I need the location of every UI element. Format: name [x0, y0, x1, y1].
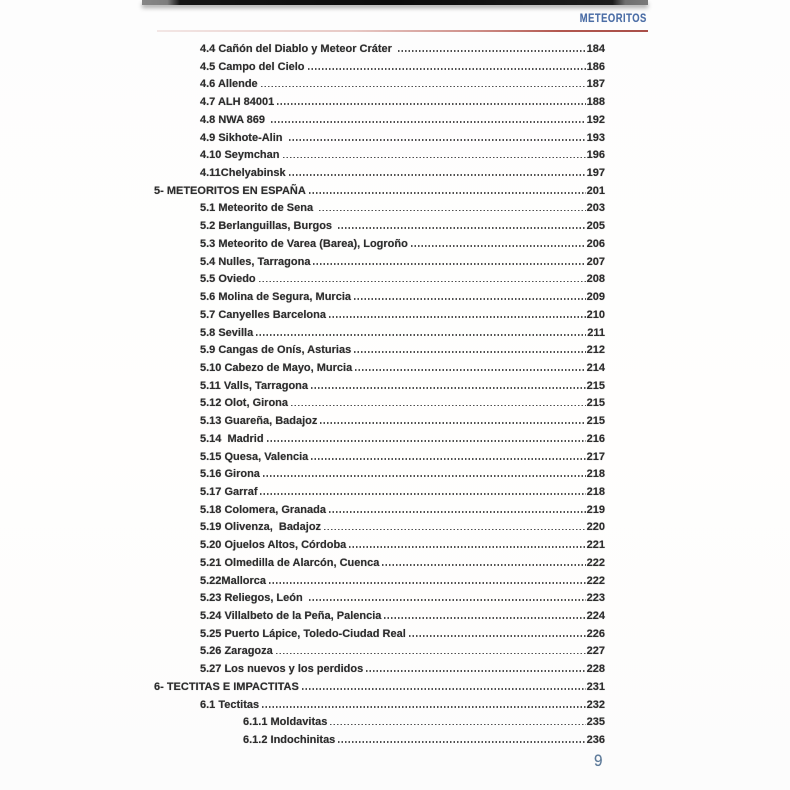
toc-entry-label: 4.10 Seymchan: [200, 149, 280, 162]
toc-entry-page: 218: [586, 468, 605, 481]
toc-row: [154, 271, 605, 289]
toc-entry-page: 217: [586, 450, 605, 463]
toc-entry-label: 5.18 Colomera, Granada: [200, 503, 326, 516]
toc-dot-leader: [256, 334, 586, 336]
toc-row: [154, 466, 605, 484]
toc-entry-page: 211: [587, 326, 605, 339]
toc-dot-leader: [269, 582, 586, 584]
toc-entry-label: 5.27 Los nuevos y los perdidos: [200, 663, 364, 676]
toc-entry-page: 232: [586, 698, 605, 711]
toc-dot-leader: [271, 121, 586, 123]
scan-artifact-bar: [142, 0, 648, 5]
toc-entry-label: 5.25 Puerto Lápice, Toledo-Ciudad Real: [200, 627, 406, 640]
toc-row: [154, 130, 605, 148]
toc-row: [154, 537, 605, 555]
toc-dot-leader: [289, 139, 586, 141]
toc-entry-page: 228: [586, 663, 605, 676]
toc-entry-label: 4.9 Sikhote-Alin: [200, 131, 286, 144]
toc-entry-label: 6.1.2 Indochinitas: [243, 734, 336, 747]
toc-entry-label: 5.1 Meteorito de Sena: [200, 202, 317, 215]
toc-dot-leader: [261, 86, 586, 88]
toc-entry-page: 227: [586, 645, 605, 658]
toc-entry-label: 5.13 Guareña, Badajoz: [200, 415, 318, 428]
toc-dot-leader: [260, 493, 585, 495]
toc-entry-page: 216: [586, 432, 605, 445]
toc-entry-page: 223: [586, 592, 605, 605]
toc-row: [154, 112, 605, 130]
toc-entry-label: 4.11Chelyabinsk: [200, 167, 286, 180]
toc-entry-page: 203: [586, 202, 605, 215]
toc-row: [154, 342, 605, 360]
toc-row: [154, 555, 605, 573]
toc-row: [154, 608, 605, 626]
toc-entry-label: 4.4 Cañón del Diablo y Meteor Cráter: [200, 43, 395, 55]
toc-entry-page: 186: [586, 60, 605, 73]
toc-dot-leader: [291, 405, 586, 407]
toc-entry-label: 4.7 ALH 84001: [200, 96, 275, 109]
toc-entry-label: 5.22Mallorca: [200, 574, 267, 587]
toc-row: [154, 714, 605, 732]
toc-entry-page: 220: [586, 521, 605, 534]
toc-entry-page: 210: [586, 308, 605, 321]
toc-dot-leader: [319, 210, 585, 212]
toc-entry-page: 218: [586, 485, 605, 498]
toc-dot-leader: [330, 724, 585, 726]
toc-dot-leader: [289, 174, 586, 176]
toc-row: [154, 200, 605, 218]
toc-row: [154, 449, 605, 467]
toc-row: [154, 218, 605, 236]
toc-entry-page: 207: [586, 255, 605, 268]
toc-dot-leader: [338, 741, 585, 743]
toc-entry-label: 5.16 Girona: [200, 468, 260, 481]
toc-dot-leader: [384, 617, 585, 619]
toc-entry-label: 5.5 Oviedo: [200, 273, 256, 286]
toc-row: [154, 519, 605, 537]
toc-entry-label: 5.7 Canyelles Barcelona: [200, 308, 326, 321]
toc-dot-leader: [267, 440, 586, 442]
toc-row: [154, 484, 605, 502]
toc-entry-page: 224: [586, 610, 605, 622]
toc-row: [154, 732, 605, 750]
toc-entry-label: 5.8 Sevilla: [200, 326, 254, 339]
toc-dot-leader: [277, 103, 585, 105]
table-of-contents: [154, 41, 605, 750]
toc-dot-leader: [411, 245, 586, 247]
toc-entry-page: 192: [586, 113, 605, 126]
toc-dot-leader: [382, 564, 585, 566]
toc-entry-page: 205: [586, 220, 605, 233]
toc-row: [154, 41, 605, 59]
toc-entry-page: 187: [586, 78, 605, 91]
toc-entry-label: 4.5 Campo del Cielo: [200, 60, 305, 73]
toc-entry-page: 196: [586, 149, 605, 162]
toc-dot-leader: [349, 546, 585, 548]
toc-row: [154, 147, 605, 165]
toc-row: [154, 76, 605, 94]
toc-row: [154, 289, 605, 307]
toc-entry-label: 5.17 Garraf: [200, 485, 258, 498]
toc-entry-page: 188: [586, 96, 605, 109]
toc-dot-leader: [311, 387, 586, 389]
toc-row: [154, 254, 605, 272]
toc-entry-label: 5.4 Nulles, Tarragona: [200, 255, 311, 268]
toc-entry-label: 4.6 Allende: [200, 78, 258, 91]
toc-row: [154, 573, 605, 591]
toc-dot-leader: [324, 529, 586, 531]
toc-entry-page: 208: [586, 273, 605, 286]
toc-dot-leader: [398, 50, 586, 52]
toc-entry-label: 6.1.1 Moldavitas: [243, 716, 328, 729]
toc-entry-label: 5.19 Olivenza, Badajoz: [200, 521, 322, 534]
toc-entry-page: 215: [586, 415, 605, 428]
toc-dot-leader: [311, 458, 585, 460]
toc-entry-page: 193: [586, 131, 605, 144]
toc-dot-leader: [283, 157, 586, 159]
toc-row: [154, 431, 605, 449]
toc-dot-leader: [366, 670, 585, 672]
toc-row: [154, 395, 605, 413]
toc-row: [154, 360, 605, 378]
toc-dot-leader: [320, 422, 585, 424]
page-number: 9: [594, 751, 603, 770]
toc-entry-label: 5.23 Reliegos, León: [200, 592, 306, 605]
toc-row: [154, 697, 605, 715]
toc-entry-label: 6- TECTITAS E IMPACTITAS: [154, 680, 299, 693]
toc-row: [154, 325, 605, 343]
toc-row: [154, 661, 605, 679]
toc-entry-page: 201: [586, 184, 605, 197]
toc-row: [154, 59, 605, 77]
toc-row: [154, 94, 605, 112]
toc-entry-page: 231: [586, 680, 605, 693]
page-header-title: METEORITOS: [579, 13, 647, 25]
toc-entry-label: 5.2 Berlanguillas, Burgos: [200, 220, 336, 233]
toc-row: [154, 307, 605, 325]
toc-entry-label: 5.11 Valls, Tarragona: [200, 379, 309, 392]
toc-dot-leader: [354, 351, 585, 353]
toc-dot-leader: [354, 298, 586, 300]
toc-entry-page: 212: [586, 344, 605, 357]
toc-row: [154, 236, 605, 254]
toc-dot-leader: [263, 475, 586, 477]
toc-entry-page: 226: [586, 627, 605, 640]
toc-dot-leader: [259, 281, 586, 283]
toc-entry-page: 221: [586, 539, 605, 552]
toc-entry-page: 222: [586, 574, 605, 587]
toc-entry-label: 5.21 Olmedilla de Alarcón, Cuenca: [200, 556, 380, 569]
toc-dot-leader: [309, 192, 586, 194]
toc-entry-page: 235: [586, 716, 605, 729]
toc-row: [154, 502, 605, 520]
toc-row: [154, 590, 605, 608]
toc-dot-leader: [262, 706, 586, 708]
toc-row: [154, 679, 605, 697]
toc-entry-label: 5.26 Zaragoza: [200, 645, 273, 658]
toc-dot-leader: [409, 635, 586, 637]
toc-dot-leader: [308, 68, 586, 70]
toc-row: [154, 626, 605, 644]
toc-dot-leader: [276, 653, 586, 655]
toc-dot-leader: [313, 263, 585, 265]
toc-entry-page: 215: [586, 397, 605, 410]
toc-row: [154, 183, 605, 201]
toc-entry-page: 184: [586, 43, 605, 55]
toc-dot-leader: [355, 369, 585, 371]
toc-entry-label: 4.8 NWA 869: [200, 113, 269, 126]
toc-entry-label: 5.24 Villalbeto de la Peña, Palencia: [200, 610, 382, 622]
toc-entry-label: 5.9 Cangas de Onís, Asturias: [200, 344, 352, 357]
toc-row: [154, 643, 605, 661]
toc-dot-leader: [329, 316, 586, 318]
toc-entry-label: 5.20 Ojuelos Altos, Córdoba: [200, 539, 347, 552]
toc-entry-page: 209: [586, 291, 605, 304]
toc-entry-label: 5.6 Molina de Segura, Murcia: [200, 291, 351, 304]
toc-entry-label: 6.1 Tectitas: [200, 698, 260, 711]
toc-row: [154, 413, 605, 431]
toc-entry-page: 206: [586, 237, 605, 250]
toc-row: [154, 378, 605, 396]
toc-dot-leader: [302, 688, 586, 690]
toc-entry-label: 5- METEORITOS EN ESPAÑA: [154, 184, 306, 197]
toc-entry-label: 5.15 Quesa, Valencia: [200, 450, 309, 463]
toc-entry-page: 222: [586, 556, 605, 569]
toc-entry-label: 5.3 Meteorito de Varea (Barea), Logroño: [200, 237, 408, 250]
toc-entry-page: 236: [586, 734, 605, 747]
header-rule: [157, 30, 648, 32]
toc-dot-leader: [329, 511, 586, 513]
toc-entry-page: 219: [586, 503, 605, 516]
toc-entry-label: 5.12 Olot, Girona: [200, 397, 289, 410]
toc-entry-page: 215: [586, 379, 605, 392]
toc-entry-label: 5.14 Madrid: [200, 432, 264, 445]
toc-entry-label: 5.10 Cabezo de Mayo, Murcia: [200, 361, 353, 374]
toc-row: [154, 165, 605, 183]
toc-entry-page: 197: [586, 167, 605, 180]
toc-dot-leader: [338, 227, 586, 229]
toc-dot-leader: [309, 599, 586, 601]
toc-entry-page: 214: [586, 361, 605, 374]
